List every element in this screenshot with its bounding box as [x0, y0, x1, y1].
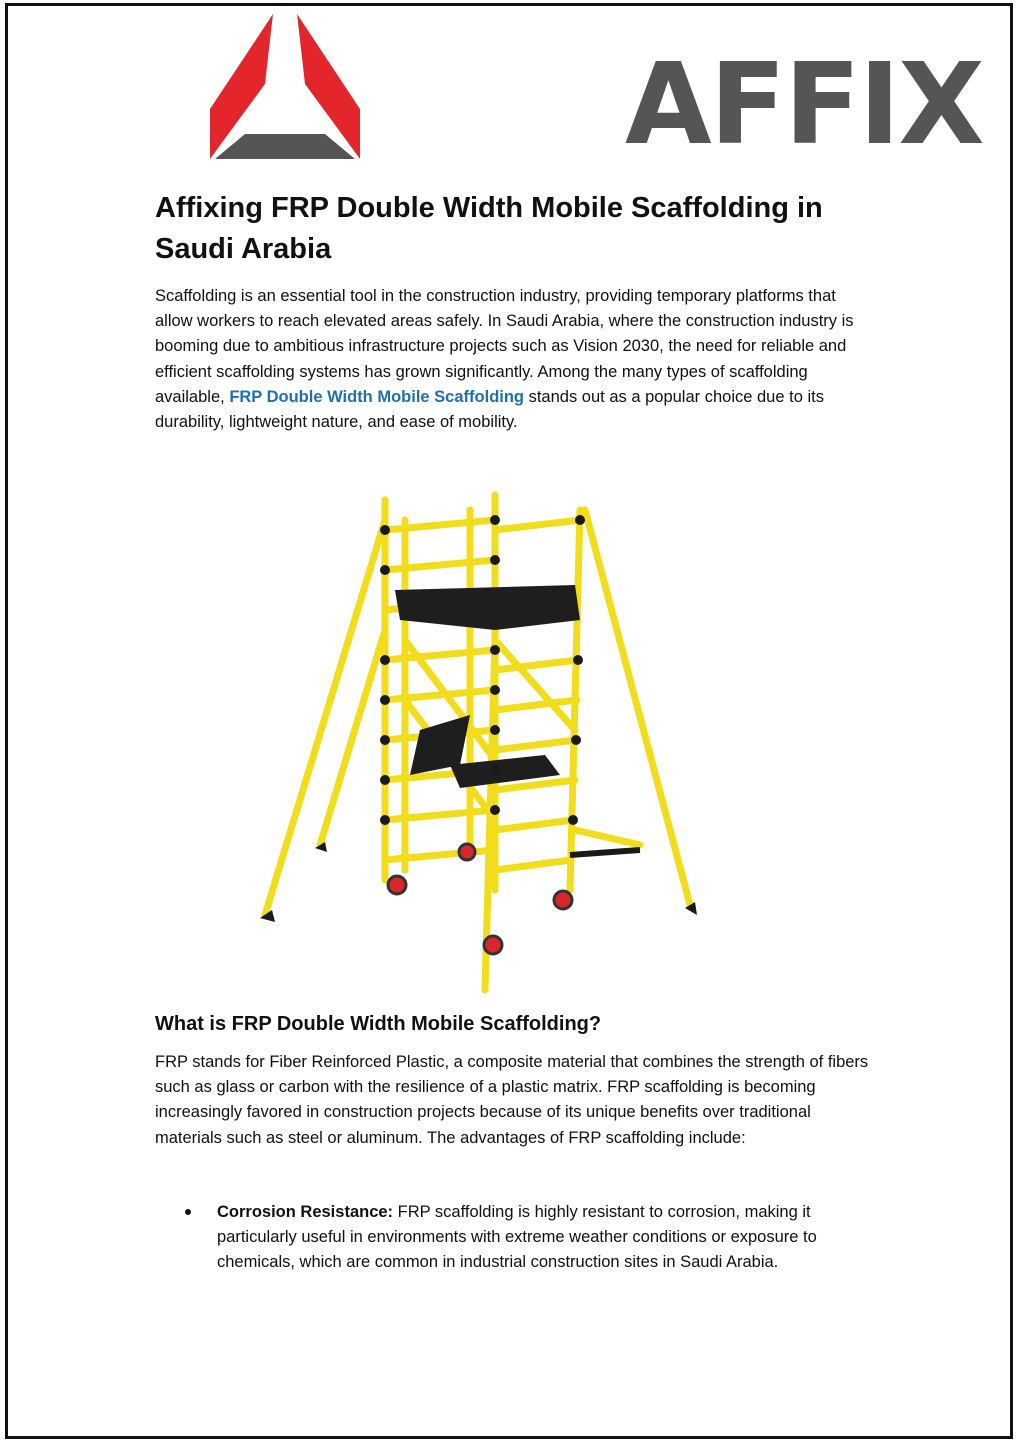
affix-logo-wordmark: AFFIX: [625, 40, 983, 170]
list-item-term: Corrosion Resistance:: [217, 1203, 394, 1221]
section-paragraph: FRP stands for Fiber Reinforced Plastic, a composite material that combines the strength of fibers such as glass or carbon with the resilience of a plastic matrix. FRP scaffolding is becoming increasingly favored in construction projects because of its unique benefits over traditional materials such as steel or aluminum. The advantages of FRP scaffolding include:: [155, 1053, 869, 1147]
list-item-text: FRP scaffolding is highly resistant to corrosion, making it particularly useful in environments with extreme weather conditions or exposure to chemicals, which are common in industrial construction sites in Saudi Arabia.: [217, 1203, 817, 1272]
scaffolding-image: [245, 490, 705, 1000]
list-item: [185, 1200, 875, 1276]
frp-scaffolding-link[interactable]: FRP Double Width Mobile Scaffolding: [229, 387, 525, 406]
intro-text-before: Scaffolding is an essential tool in the construction industry, providing temporary platforms that allow workers to reach elevated areas safely. In Saudi Arabia, where the construction industry is booming due to ambitious infrastructure projects such as Vision 2030, the need for reliable and efficient scaffolding systems has grown significantly. Among the many types of scaffolding available,: [155, 287, 854, 406]
advantages-list: [185, 1200, 875, 1276]
page-title: Affixing FRP Double Width Mobile Scaffolding in Saudi Arabia: [155, 192, 823, 265]
bullet-icon: [185, 1209, 191, 1215]
section-heading: What is FRP Double Width Mobile Scaffolding?: [155, 1013, 602, 1035]
affix-logo-mark: [205, 14, 365, 162]
intro-paragraph: [155, 284, 875, 435]
affix-logo: [205, 14, 983, 170]
intro-text-after: stands out as a popular choice due to its durability, lightweight nature, and ease of mobility.: [155, 387, 824, 432]
